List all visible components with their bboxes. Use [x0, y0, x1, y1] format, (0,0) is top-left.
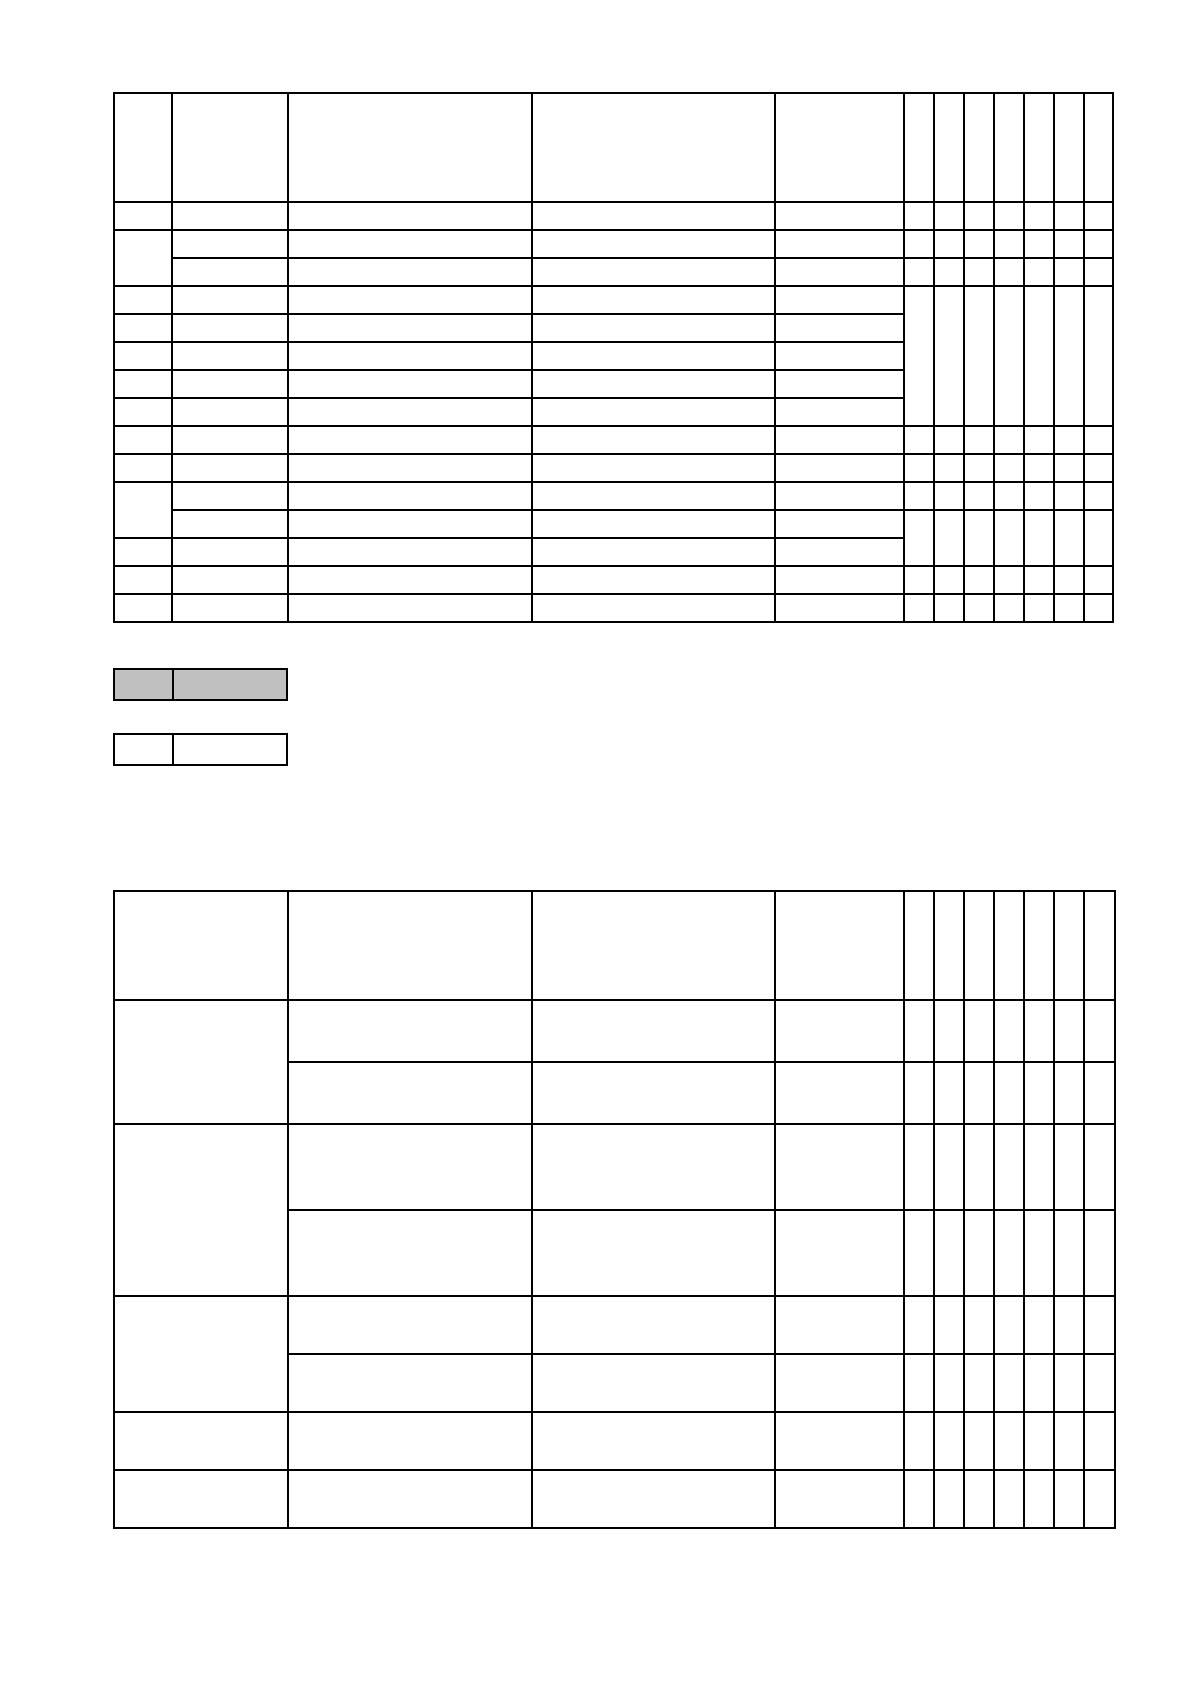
cell: [934, 230, 964, 258]
cell: [114, 1296, 288, 1412]
cell: [532, 1412, 775, 1470]
cell: [288, 93, 532, 202]
cell: [1024, 594, 1054, 622]
cell: [964, 454, 994, 482]
cell: [1054, 230, 1084, 258]
cell: [934, 1000, 964, 1062]
cell: [904, 594, 934, 622]
cell: [994, 1412, 1024, 1470]
cell: [1054, 454, 1084, 482]
cell: [775, 1210, 904, 1296]
cell: [904, 1412, 934, 1470]
cell: [1054, 891, 1084, 1000]
cell: [775, 258, 904, 286]
cell: [1084, 286, 1113, 426]
cell: [775, 1062, 904, 1124]
cell: [1024, 1000, 1054, 1062]
cell: [964, 426, 994, 454]
cell: [532, 1124, 775, 1210]
cell: [964, 1062, 994, 1124]
cell: [114, 891, 288, 1000]
cell: [775, 482, 904, 510]
cell: [775, 202, 904, 230]
cell: [994, 1210, 1024, 1296]
cell: [934, 1470, 964, 1528]
cell: [1054, 202, 1084, 230]
table-row: [114, 482, 1113, 510]
cell: [532, 286, 775, 314]
cell: [964, 230, 994, 258]
legend-shaded-box: [113, 668, 288, 701]
cell: [1024, 286, 1054, 426]
cell: [1084, 482, 1113, 510]
cell: [994, 258, 1024, 286]
cell: [1024, 1062, 1054, 1124]
cell: [934, 1354, 964, 1412]
cell: [1024, 1470, 1054, 1528]
cell: [288, 510, 532, 538]
cell: [172, 202, 288, 230]
cell: [994, 1062, 1024, 1124]
cell: [532, 258, 775, 286]
cell: [1024, 891, 1054, 1000]
cell: [114, 426, 172, 454]
cell: [994, 1470, 1024, 1528]
cell: [1024, 482, 1054, 510]
cell: [994, 566, 1024, 594]
bottom-table: [113, 890, 1116, 1529]
cell: [532, 202, 775, 230]
top-table: [113, 92, 1114, 623]
cell: [1084, 454, 1113, 482]
cell: [1084, 202, 1113, 230]
cell: [775, 1412, 904, 1470]
cell: [114, 93, 172, 202]
cell: [532, 891, 775, 1000]
cell: [904, 230, 934, 258]
cell: [172, 398, 288, 426]
cell: [934, 1296, 964, 1354]
cell: [1054, 1470, 1084, 1528]
table-row: [114, 594, 1113, 622]
bottom-header-row: [114, 891, 1115, 1000]
cell: [288, 398, 532, 426]
cell: [114, 594, 172, 622]
cell: [964, 1000, 994, 1062]
cell: [1024, 1124, 1054, 1210]
cell: [904, 510, 934, 566]
cell: [964, 93, 994, 202]
cell: [904, 1062, 934, 1124]
cell: [172, 510, 288, 538]
cell: [775, 1354, 904, 1412]
cell: [934, 426, 964, 454]
cell: [934, 1124, 964, 1210]
cell: [532, 370, 775, 398]
cell: [114, 1470, 288, 1528]
table-row: [114, 1000, 1115, 1062]
cell: [288, 1412, 532, 1470]
cell: [934, 510, 964, 566]
cell: [1024, 93, 1054, 202]
cell: [904, 454, 934, 482]
cell: [1024, 1412, 1054, 1470]
cell: [532, 482, 775, 510]
cell: [1084, 1412, 1115, 1470]
cell: [1084, 1062, 1115, 1124]
cell: [994, 1124, 1024, 1210]
cell: [964, 1124, 994, 1210]
cell: [288, 1210, 532, 1296]
cell: [904, 1124, 934, 1210]
cell: [288, 370, 532, 398]
cell: [964, 1296, 994, 1354]
cell: [1054, 1124, 1084, 1210]
cell: [775, 398, 904, 426]
table-row: [114, 510, 1113, 538]
cell: [934, 1412, 964, 1470]
table-row: [114, 566, 1113, 594]
cell: [904, 566, 934, 594]
cell: [532, 398, 775, 426]
cell: [1084, 1124, 1115, 1210]
cell: [172, 286, 288, 314]
cell: [288, 538, 532, 566]
cell: [1024, 202, 1054, 230]
cell: [934, 202, 964, 230]
cell: [172, 482, 288, 510]
table-row: [114, 202, 1113, 230]
cell: [532, 93, 775, 202]
cell: [994, 426, 1024, 454]
cell: [1084, 93, 1113, 202]
cell: [994, 230, 1024, 258]
cell: [532, 454, 775, 482]
cell: [532, 1470, 775, 1528]
cell: [114, 454, 172, 482]
cell: [1084, 1210, 1115, 1296]
cell: [775, 566, 904, 594]
cell: [1024, 426, 1054, 454]
cell: [288, 426, 532, 454]
cell: [1084, 1354, 1115, 1412]
legend-plain-key: [115, 735, 174, 764]
cell: [934, 566, 964, 594]
cell: [904, 1000, 934, 1062]
cell: [775, 286, 904, 314]
cell: [934, 1062, 964, 1124]
cell: [532, 510, 775, 538]
cell: [114, 1124, 288, 1296]
cell: [114, 202, 172, 230]
cell: [1084, 1470, 1115, 1528]
cell: [964, 1412, 994, 1470]
cell: [964, 1354, 994, 1412]
cell: [775, 370, 904, 398]
cell: [994, 454, 1024, 482]
cell: [964, 1470, 994, 1528]
cell: [172, 314, 288, 342]
cell: [288, 566, 532, 594]
table-row: [114, 230, 1113, 258]
table-row: [114, 1124, 1115, 1210]
cell: [934, 454, 964, 482]
cell: [904, 1210, 934, 1296]
cell: [904, 202, 934, 230]
cell: [1084, 891, 1115, 1000]
cell: [1024, 1210, 1054, 1296]
cell: [532, 1210, 775, 1296]
cell: [964, 1210, 994, 1296]
cell: [1084, 566, 1113, 594]
cell: [934, 93, 964, 202]
cell: [1024, 230, 1054, 258]
cell: [288, 230, 532, 258]
cell: [934, 482, 964, 510]
cell: [964, 202, 994, 230]
cell: [1054, 1210, 1084, 1296]
cell: [172, 370, 288, 398]
cell: [1024, 454, 1054, 482]
cell: [1084, 510, 1113, 566]
cell: [775, 1470, 904, 1528]
cell: [172, 594, 288, 622]
cell: [1054, 482, 1084, 510]
cell: [288, 1062, 532, 1124]
legend-shaded-key: [115, 670, 174, 699]
cell: [934, 891, 964, 1000]
cell: [1054, 594, 1084, 622]
legend-plain-box: [113, 733, 288, 766]
cell: [288, 1354, 532, 1412]
cell: [532, 342, 775, 370]
cell: [994, 202, 1024, 230]
cell: [288, 454, 532, 482]
legend-shaded-label: [174, 670, 286, 699]
cell: [172, 566, 288, 594]
cell: [934, 594, 964, 622]
cell: [964, 258, 994, 286]
cell: [775, 510, 904, 538]
cell: [114, 342, 172, 370]
cell: [172, 230, 288, 258]
cell: [775, 93, 904, 202]
cell: [1084, 426, 1113, 454]
cell: [1084, 594, 1113, 622]
cell: [114, 398, 172, 426]
cell: [114, 314, 172, 342]
cell: [288, 286, 532, 314]
cell: [1054, 1412, 1084, 1470]
cell: [775, 454, 904, 482]
cell: [1024, 1296, 1054, 1354]
cell: [1024, 1354, 1054, 1412]
cell: [172, 454, 288, 482]
cell: [1054, 1062, 1084, 1124]
legend-plain-label: [174, 735, 286, 764]
cell: [904, 891, 934, 1000]
cell: [775, 1000, 904, 1062]
cell: [172, 426, 288, 454]
table-row: [114, 258, 1113, 286]
cell: [775, 1296, 904, 1354]
cell: [532, 230, 775, 258]
top-header-row: [114, 93, 1113, 202]
cell: [775, 426, 904, 454]
cell: [904, 1354, 934, 1412]
cell: [532, 426, 775, 454]
cell: [964, 510, 994, 566]
cell: [288, 1296, 532, 1354]
cell: [775, 594, 904, 622]
cell: [1054, 258, 1084, 286]
cell: [532, 538, 775, 566]
table-row: [114, 286, 1113, 314]
cell: [532, 314, 775, 342]
cell: [288, 1000, 532, 1062]
cell: [288, 258, 532, 286]
cell: [775, 342, 904, 370]
cell: [114, 538, 172, 566]
cell: [994, 482, 1024, 510]
cell: [964, 594, 994, 622]
table-row: [114, 1470, 1115, 1528]
cell: [288, 1470, 532, 1528]
cell: [288, 482, 532, 510]
cell: [775, 230, 904, 258]
cell: [775, 538, 904, 566]
cell: [532, 1000, 775, 1062]
cell: [904, 286, 934, 426]
cell: [994, 1000, 1024, 1062]
cell: [934, 1210, 964, 1296]
cell: [994, 93, 1024, 202]
cell: [1084, 1296, 1115, 1354]
cell: [288, 1124, 532, 1210]
cell: [1054, 1000, 1084, 1062]
cell: [1054, 1296, 1084, 1354]
cell: [934, 286, 964, 426]
cell: [1054, 426, 1084, 454]
cell: [114, 1412, 288, 1470]
cell: [964, 482, 994, 510]
cell: [288, 314, 532, 342]
cell: [904, 426, 934, 454]
table-row: [114, 1296, 1115, 1354]
cell: [114, 566, 172, 594]
cell: [964, 891, 994, 1000]
cell: [172, 93, 288, 202]
table-row: [114, 454, 1113, 482]
cell: [532, 1354, 775, 1412]
cell: [1054, 1354, 1084, 1412]
cell: [994, 510, 1024, 566]
cell: [288, 891, 532, 1000]
cell: [1054, 286, 1084, 426]
table-row: [114, 426, 1113, 454]
cell: [964, 286, 994, 426]
cell: [904, 258, 934, 286]
cell: [775, 1124, 904, 1210]
cell: [904, 482, 934, 510]
cell: [1054, 510, 1084, 566]
cell: [1084, 1000, 1115, 1062]
cell: [964, 566, 994, 594]
cell: [1084, 230, 1113, 258]
cell: [114, 482, 172, 538]
cell: [114, 286, 172, 314]
cell: [288, 202, 532, 230]
cell: [1054, 93, 1084, 202]
cell: [114, 370, 172, 398]
cell: [994, 1296, 1024, 1354]
cell: [288, 594, 532, 622]
cell: [775, 891, 904, 1000]
cell: [532, 566, 775, 594]
cell: [934, 258, 964, 286]
cell: [532, 1062, 775, 1124]
cell: [114, 1000, 288, 1124]
table-row: [114, 1412, 1115, 1470]
cell: [904, 1296, 934, 1354]
cell: [1024, 566, 1054, 594]
cell: [994, 594, 1024, 622]
cell: [532, 1296, 775, 1354]
cell: [994, 286, 1024, 426]
cell: [904, 93, 934, 202]
cell: [114, 230, 172, 286]
cell: [1024, 258, 1054, 286]
cell: [1084, 258, 1113, 286]
cell: [288, 342, 532, 370]
cell: [775, 314, 904, 342]
cell: [994, 891, 1024, 1000]
cell: [172, 258, 288, 286]
cell: [172, 538, 288, 566]
cell: [994, 1354, 1024, 1412]
cell: [1024, 510, 1054, 566]
cell: [172, 342, 288, 370]
cell: [904, 1470, 934, 1528]
cell: [1054, 566, 1084, 594]
cell: [532, 594, 775, 622]
